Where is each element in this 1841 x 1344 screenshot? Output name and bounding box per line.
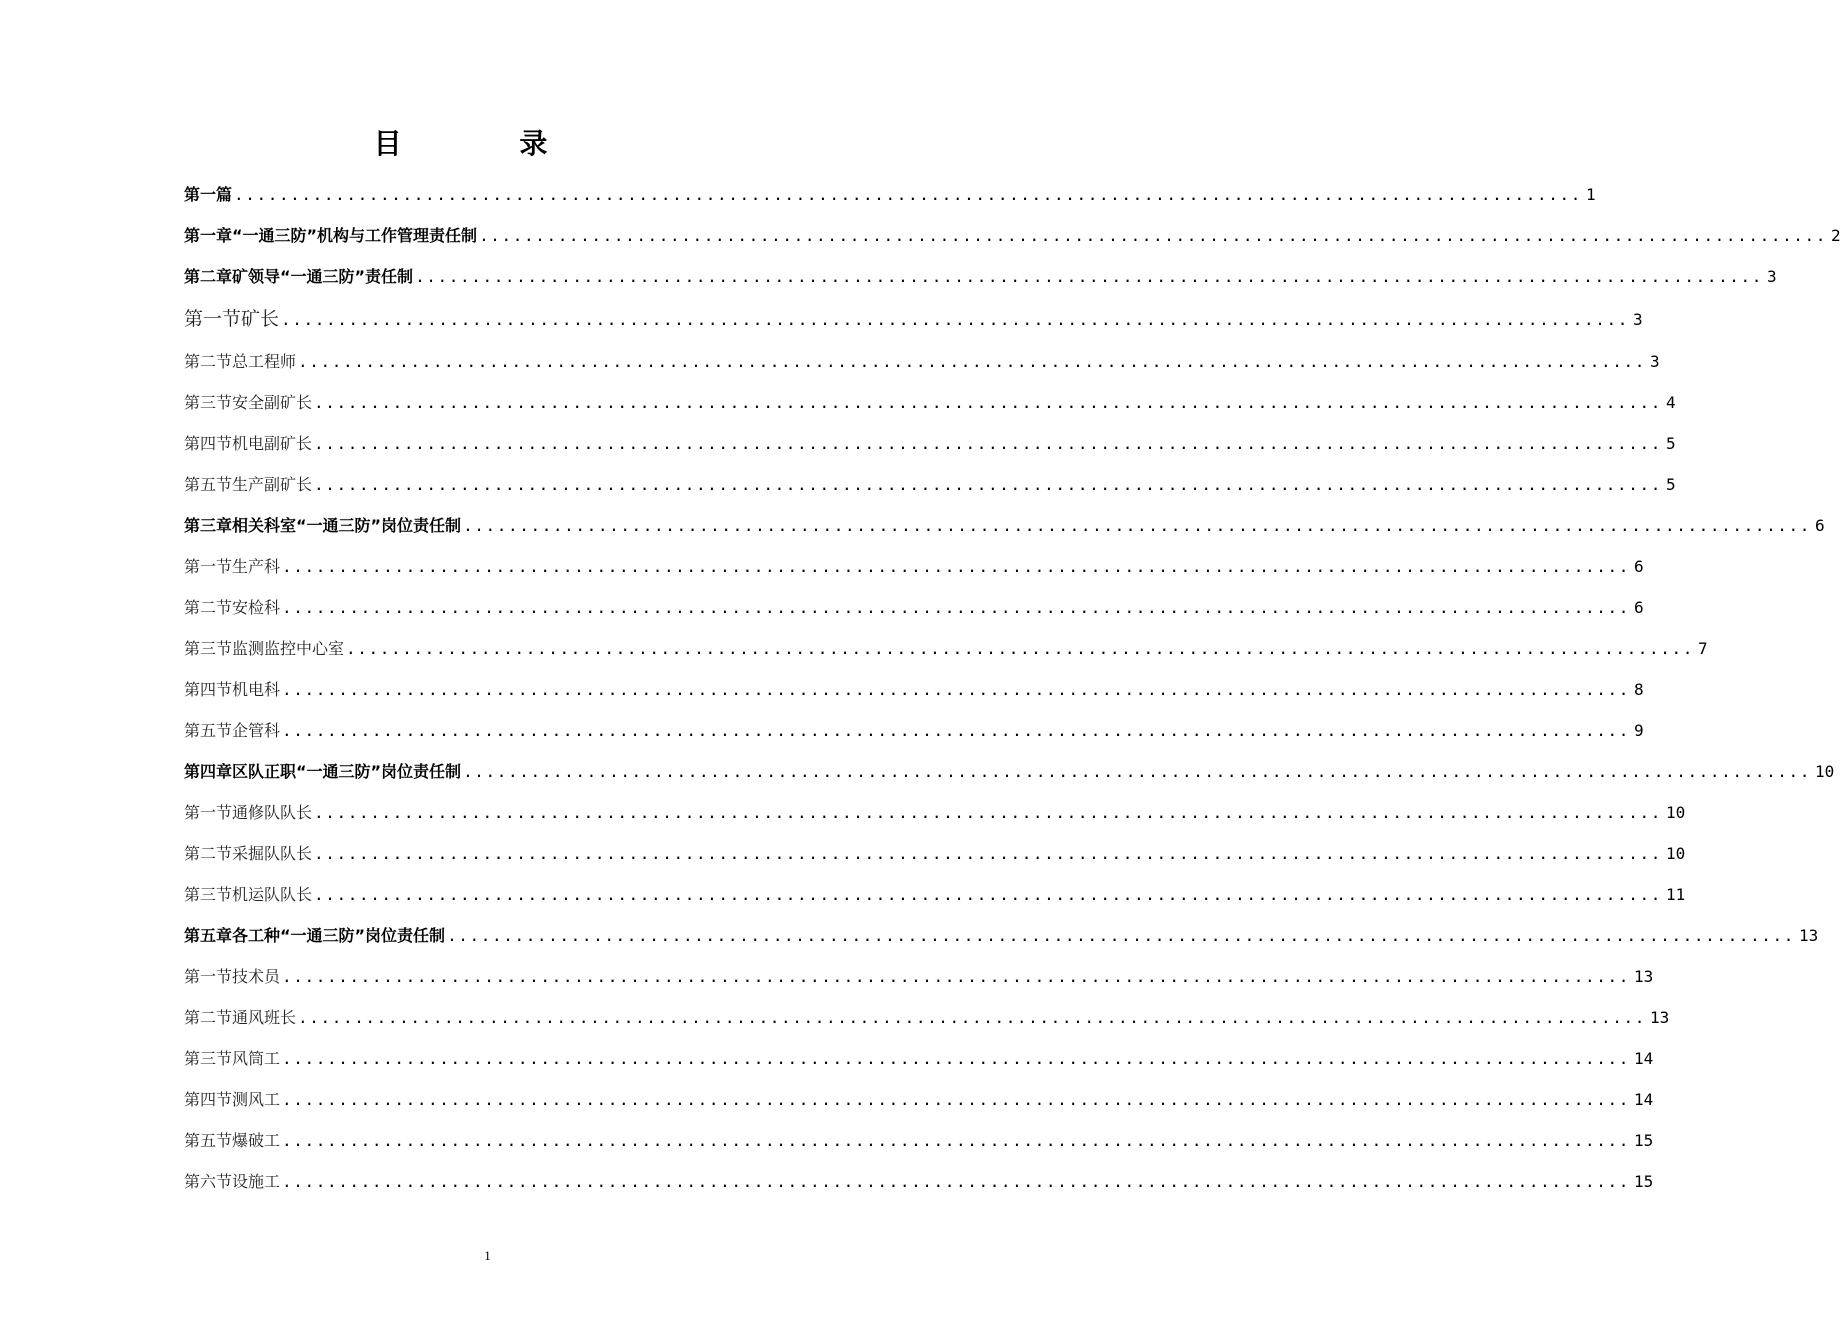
toc-entry-title: 机运队队长 bbox=[232, 885, 313, 904]
toc-dot-leader: ........................................................................................................................ bbox=[298, 352, 1646, 371]
toc-entry-title: 矿领导“一通三防”责任制 bbox=[232, 267, 414, 286]
toc-entry-title: 设施工 bbox=[232, 1172, 281, 1191]
toc-entry-title: “一通三防”机构与工作管理责任制 bbox=[232, 226, 478, 245]
toc-page-number: 13 bbox=[1633, 967, 1654, 986]
toc-chapter-entry[interactable] bbox=[184, 751, 1835, 792]
toc-entry-title: 测风工 bbox=[232, 1090, 281, 1109]
toc-dot-leader: ........................................................................................................................ bbox=[282, 1131, 1630, 1150]
toc-dot-leader: ........................................................................................................................ bbox=[314, 434, 1662, 453]
toc-entry-number: 第一节 bbox=[184, 557, 233, 576]
toc-section-entry[interactable] bbox=[184, 1079, 1654, 1120]
toc-dot-leader: ........................................................................................................................ bbox=[282, 1049, 1630, 1068]
toc-dot-leader: ........................................................................................................................ bbox=[314, 803, 1662, 822]
toc-entry-number: 第三节 bbox=[184, 393, 233, 412]
toc-section-entry[interactable] bbox=[184, 669, 1644, 710]
toc-entry-number: 第五节 bbox=[184, 1131, 233, 1150]
toc-section-entry[interactable] bbox=[184, 297, 1643, 341]
toc-section-entry[interactable] bbox=[184, 710, 1644, 751]
toc-section-entry[interactable] bbox=[184, 997, 1670, 1038]
toc-entry-title: 企管科 bbox=[232, 721, 281, 740]
toc-entry-number: 第三章 bbox=[184, 516, 233, 535]
toc-entry-number: 第五节 bbox=[184, 721, 233, 740]
toc-entry-number: 第六节 bbox=[184, 1172, 233, 1191]
toc-page-number: 3 bbox=[1632, 310, 1643, 329]
page-number: 1 bbox=[484, 1248, 491, 1263]
toc-section-entry[interactable] bbox=[184, 628, 1708, 669]
toc-page-number: 7 bbox=[1697, 639, 1708, 658]
toc-entry-title: 通修队队长 bbox=[232, 803, 313, 822]
table-of-contents bbox=[184, 174, 1841, 1202]
toc-dot-leader: ........................................................................................................................ bbox=[463, 516, 1811, 535]
toc-entry-title: 安检科 bbox=[232, 598, 281, 617]
toc-page-number: 4 bbox=[1665, 393, 1676, 412]
toc-dot-leader: ........................................................................................................................ bbox=[314, 393, 1662, 412]
toc-dot-leader: ........................................................................................................................ bbox=[282, 1090, 1630, 1109]
toc-dot-leader: ........................................................................................................................ bbox=[282, 1172, 1630, 1191]
toc-dot-leader: ........................................................................................................................ bbox=[234, 185, 1582, 204]
toc-entry-number: 第四节 bbox=[184, 434, 233, 453]
toc-entry-number: 第四节 bbox=[184, 680, 233, 699]
toc-entry-number: 第一节 bbox=[184, 308, 242, 330]
toc-dot-leader: ........................................................................................................................ bbox=[282, 721, 1630, 740]
toc-section-entry[interactable] bbox=[184, 1038, 1654, 1079]
toc-entry-title: 生产副矿长 bbox=[232, 475, 313, 494]
toc-chapter-entry[interactable] bbox=[184, 505, 1825, 546]
toc-page-number: 10 bbox=[1665, 844, 1686, 863]
toc-entry-title: 采掘队队长 bbox=[232, 844, 313, 863]
toc-page-number: 3 bbox=[1649, 352, 1660, 371]
toc-entry-number: 第三节 bbox=[184, 639, 233, 658]
toc-section-entry[interactable] bbox=[184, 423, 1676, 464]
toc-entry-number: 第一节 bbox=[184, 967, 233, 986]
toc-dot-leader: ........................................................................................................................ bbox=[298, 1008, 1646, 1027]
toc-entry-title: 相关科室“一通三防”岗位责任制 bbox=[232, 516, 462, 535]
toc-entry-title: 生产科 bbox=[232, 557, 281, 576]
toc-chapter-entry[interactable] bbox=[184, 256, 1777, 297]
toc-page-number: 15 bbox=[1633, 1131, 1654, 1150]
toc-entry-number: 第一篇 bbox=[184, 185, 233, 204]
page-title: 目 录 bbox=[373, 127, 602, 160]
toc-page-number: 6 bbox=[1815, 516, 1825, 535]
toc-entry-number: 第二节 bbox=[184, 352, 233, 371]
toc-section-entry[interactable] bbox=[184, 833, 1686, 874]
toc-dot-leader: ........................................................................................................................ bbox=[314, 885, 1662, 904]
toc-dot-leader: ........................................................................................................................ bbox=[447, 926, 1795, 945]
toc-section-entry[interactable] bbox=[184, 792, 1686, 833]
toc-page-number: 5 bbox=[1665, 475, 1676, 494]
toc-page-number: 14 bbox=[1633, 1049, 1654, 1068]
toc-page-number: 6 bbox=[1633, 598, 1644, 617]
toc-entry-title: 技术员 bbox=[232, 967, 281, 986]
toc-entry-number: 第一节 bbox=[184, 803, 233, 822]
toc-page-number: 10 bbox=[1815, 762, 1835, 781]
toc-dot-leader: ........................................................................................................................ bbox=[281, 310, 1629, 329]
toc-page-number: 6 bbox=[1633, 557, 1644, 576]
toc-page-number: 10 bbox=[1665, 803, 1686, 822]
toc-entry-number: 第二节 bbox=[184, 598, 233, 617]
toc-dot-leader: ........................................................................................................................ bbox=[463, 762, 1811, 781]
toc-dot-leader: ........................................................................................................................ bbox=[346, 639, 1694, 658]
toc-chapter-entry[interactable] bbox=[184, 915, 1819, 956]
toc-page-number: 3 bbox=[1767, 267, 1777, 286]
toc-section-entry[interactable] bbox=[184, 1161, 1654, 1202]
toc-entry-title: 风筒工 bbox=[232, 1049, 281, 1068]
toc-section-entry[interactable] bbox=[184, 1120, 1654, 1161]
toc-page-number: 13 bbox=[1799, 926, 1819, 945]
toc-section-entry[interactable] bbox=[184, 956, 1654, 997]
toc-entry-title: 机电科 bbox=[232, 680, 281, 699]
toc-entry-number: 第一章 bbox=[184, 226, 233, 245]
toc-page-number: 2 bbox=[1831, 226, 1841, 245]
toc-section-entry[interactable] bbox=[184, 874, 1686, 915]
toc-dot-leader: ........................................................................................................................ bbox=[479, 226, 1827, 245]
toc-dot-leader: ........................................................................................................................ bbox=[282, 557, 1630, 576]
toc-entry-number: 第四节 bbox=[184, 1090, 233, 1109]
toc-entry-title: 各工种“一通三防”岗位责任制 bbox=[232, 926, 446, 945]
toc-dot-leader: ........................................................................................................................ bbox=[282, 967, 1630, 986]
toc-dot-leader: ........................................................................................................................ bbox=[314, 844, 1662, 863]
toc-entry-number: 第五节 bbox=[184, 475, 233, 494]
toc-entry-title: 机电副矿长 bbox=[232, 434, 313, 453]
toc-section-entry[interactable] bbox=[184, 546, 1644, 587]
toc-chapter-entry[interactable] bbox=[184, 174, 1596, 215]
toc-dot-leader: ........................................................................................................................ bbox=[415, 267, 1763, 286]
toc-entry-number: 第二节 bbox=[184, 1008, 233, 1027]
toc-entry-number: 第二节 bbox=[184, 844, 233, 863]
toc-page-number: 9 bbox=[1633, 721, 1644, 740]
toc-entry-title: 通风班长 bbox=[232, 1008, 297, 1027]
toc-page-number: 8 bbox=[1633, 680, 1644, 699]
toc-dot-leader: ........................................................................................................................ bbox=[314, 475, 1662, 494]
toc-entry-title: 总工程师 bbox=[232, 352, 297, 371]
toc-page-number: 15 bbox=[1633, 1172, 1654, 1191]
toc-dot-leader: ........................................................................................................................ bbox=[282, 680, 1630, 699]
toc-entry-number: 第四章 bbox=[184, 762, 233, 781]
toc-section-entry[interactable] bbox=[184, 587, 1644, 628]
toc-page-number: 1 bbox=[1585, 185, 1596, 204]
toc-page-number: 11 bbox=[1665, 885, 1686, 904]
toc-entry-title: 区队正职“一通三防”岗位责任制 bbox=[232, 762, 462, 781]
toc-entry-number: 第二章 bbox=[184, 267, 233, 286]
toc-entry-title: 安全副矿长 bbox=[232, 393, 313, 412]
toc-dot-leader: ........................................................................................................................ bbox=[282, 598, 1630, 617]
toc-entry-title: 矿长 bbox=[241, 308, 280, 330]
toc-section-entry[interactable] bbox=[184, 464, 1676, 505]
toc-section-entry[interactable] bbox=[184, 382, 1676, 423]
toc-page-number: 14 bbox=[1633, 1090, 1654, 1109]
toc-section-entry[interactable] bbox=[184, 341, 1660, 382]
toc-entry-title: 监测监控中心室 bbox=[232, 639, 345, 658]
toc-chapter-entry[interactable] bbox=[184, 215, 1841, 256]
toc-entry-title: 爆破工 bbox=[232, 1131, 281, 1150]
toc-entry-number: 第五章 bbox=[184, 926, 233, 945]
toc-page-number: 13 bbox=[1649, 1008, 1670, 1027]
toc-entry-number: 第三节 bbox=[184, 885, 233, 904]
toc-entry-number: 第三节 bbox=[184, 1049, 233, 1068]
toc-page-number: 5 bbox=[1665, 434, 1676, 453]
